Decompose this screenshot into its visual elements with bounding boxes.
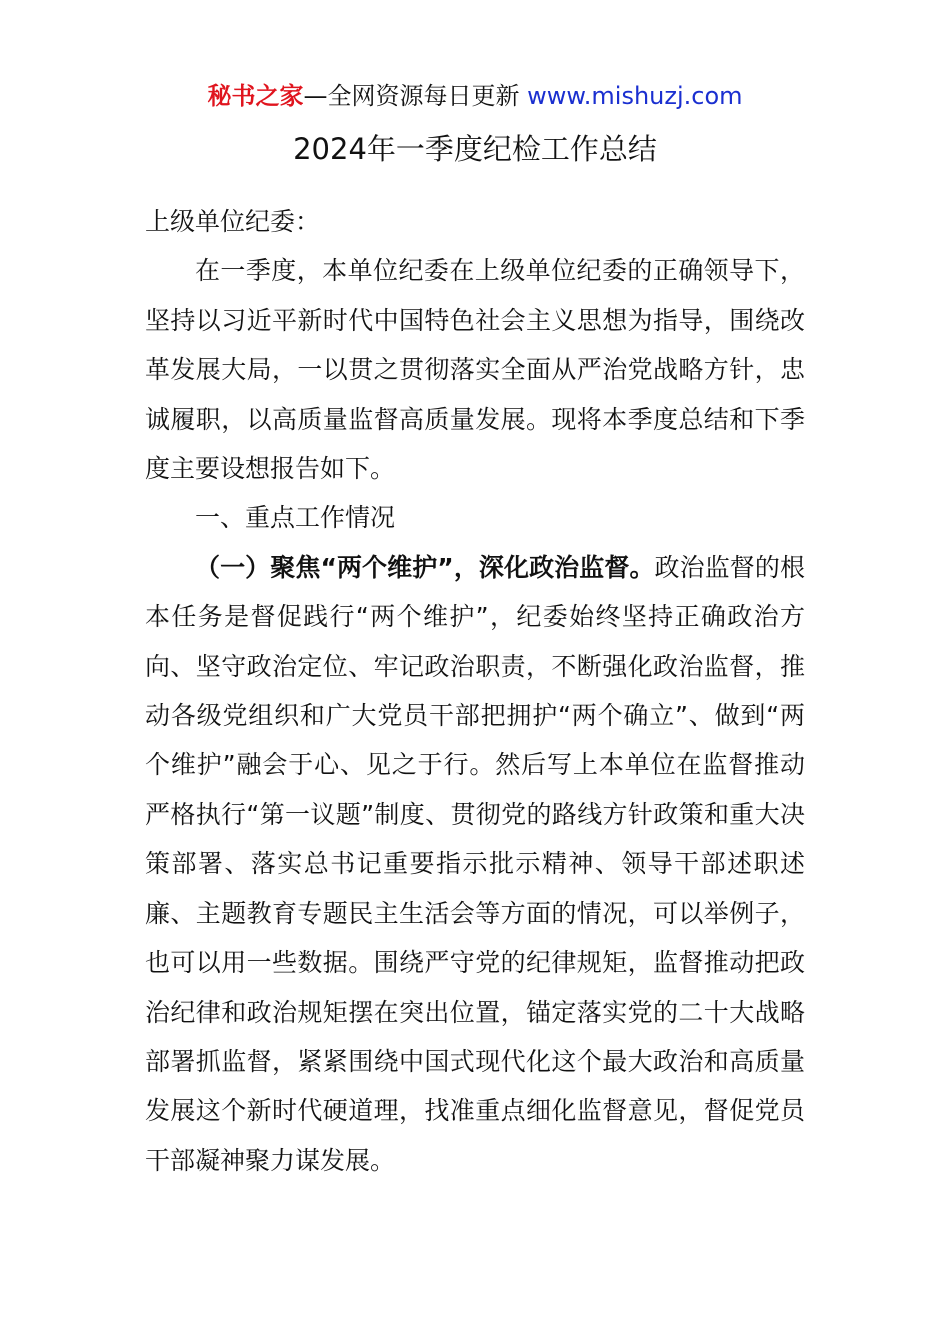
document-title: 2024年一季度纪检工作总结 — [293, 132, 657, 166]
salutation: 上级单位纪委： — [145, 207, 321, 236]
intro-paragraph: 在一季度，本单位纪委在上级单位纪委的正确领导下，坚持以习近平新时代中国特色社会主义思想为指导，围绕改革发展大局，一以贯之贯彻落实全面从严治党战略方针，忠诚履职，以高质量监督高质量发展。现将本季度总结和下季度主要设想报告如下。 — [145, 256, 805, 484]
document-body — [145, 197, 805, 1185]
subsection-title: （一）聚焦“两个维护”，深化政治监督。 — [195, 552, 655, 582]
brand-name: 秘书之家 — [207, 82, 304, 110]
subsection-paragraph — [145, 543, 805, 1185]
section-heading: 一、重点工作情况 — [195, 503, 396, 533]
header-tagline: —全网资源每日更新 — [303, 82, 520, 110]
subsection-body: 政治监督的根本任务是督促践行“两个维护”，纪委始终坚持正确政治方向、坚守政治定位、牢记政治职责，不断强化政治监督，推动各级党组织和广大党员干部把拥护“两个确立”、做到“两个维护”融会于心、见之于行。然后写上本单位在监督推动严格执行“第一议题”制度、贯彻党的路线方针政策和重大决策部署、落实总书记重要指示批示精神、领导干部述职述廉、主题教育专题民主生活会等方面的情况，可以举例子，也可以用一些数据。围绕严守党的纪律规矩，监督推动把政治纪律和政治规矩摆在突出位置，锚定落实党的二十大战略部署抓监督，紧紧围绕中国式现代化这个最大政治和高质量发展这个新时代硬道理，找准重点细化监督意见，督促党员干部凝神聚力谋发展。 — [145, 552, 805, 1175]
site-header-banner — [0, 80, 950, 112]
site-url-link[interactable]: www.mishuzj.com — [527, 82, 743, 110]
